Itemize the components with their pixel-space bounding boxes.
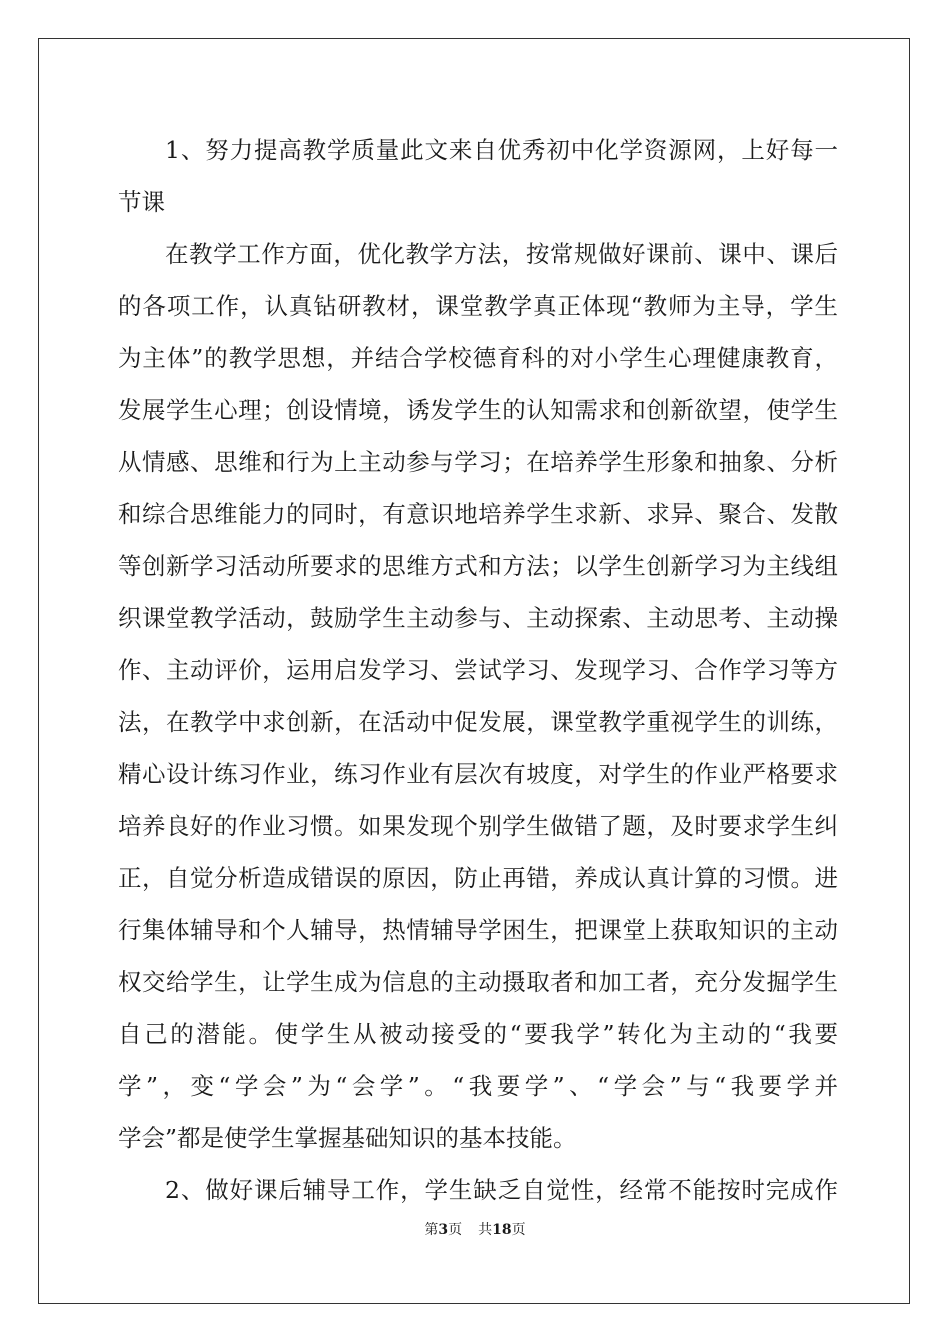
paragraph-line: 发展学生心理；创设情境，诱发学生的认知需求和创新欲望，使学生	[118, 396, 838, 424]
paragraph-line: 学会”都是使学生掌握基础知识的基本技能。	[118, 1124, 577, 1152]
document-body	[118, 124, 838, 1216]
page-number: 3	[438, 1222, 449, 1238]
paragraph-line: 在教学工作方面，优化教学方法，按常规做好课前、课中、课后	[165, 240, 838, 268]
paragraph-line: 权交给学生，让学生成为信息的主动摄取者和加工者，充分发掘学生	[118, 968, 838, 996]
total-label-suffix: 页	[511, 1222, 526, 1238]
paragraph-line: 节课	[118, 188, 165, 216]
paragraph-line: 织课堂教学活动，鼓励学生主动参与、主动探索、主动思考、主动操	[118, 604, 838, 632]
paragraph-line: 等创新学习活动所要求的思维方式和方法；以学生创新学习为主线组	[118, 552, 838, 580]
paragraph-line: 培养良好的作业习惯。如果发现个别学生做错了题，及时要求学生纠	[118, 812, 838, 840]
page-label-prefix: 第	[424, 1222, 439, 1238]
paragraph-line: 作、主动评价，运用启发学习、尝试学习、发现学习、合作学习等方	[118, 656, 838, 684]
paragraph-line: 的各项工作，认真钻研教材，课堂教学真正体现“教师为主导，学生	[118, 292, 838, 320]
paragraph-line: 精心设计练习作业，练习作业有层次有坡度，对学生的作业严格要求	[118, 760, 838, 788]
paragraph-line: 行集体辅导和个人辅导，热情辅导学困生，把课堂上获取知识的主动	[118, 916, 838, 944]
paragraph-line: 2、做好课后辅导工作，学生缺乏自觉性，经常不能按时完成作	[165, 1176, 838, 1204]
paragraph-line: 和综合思维能力的同时，有意识地培养学生求新、求异、聚合、发散	[118, 500, 838, 528]
page-footer	[0, 1219, 950, 1239]
total-label-prefix: 共	[478, 1222, 493, 1238]
total-pages: 18	[492, 1222, 512, 1238]
paragraph-line: 自己的潜能。使学生从被动接受的“要我学”转化为主动的“我要	[118, 1020, 838, 1048]
paragraph-line: 为主体”的教学思想，并结合学校德育科的对小学生心理健康教育，	[118, 344, 838, 372]
paragraph-line: 正，自觉分析造成错误的原因，防止再错，养成认真计算的习惯。进	[118, 864, 838, 892]
page-label-suffix: 页	[448, 1222, 463, 1238]
paragraph-line: 从情感、思维和行为上主动参与学习；在培养学生形象和抽象、分析	[118, 448, 838, 476]
paragraph-line: 1、努力提高教学质量此文来自优秀初中化学资源网，上好每一	[165, 136, 838, 164]
paragraph-line: 法，在教学中求创新，在活动中促发展，课堂教学重视学生的训练，	[118, 708, 838, 736]
paragraph-line: 学”，变“学会”为“会学”。“我要学”、“学会”与“我要学并	[118, 1072, 838, 1100]
